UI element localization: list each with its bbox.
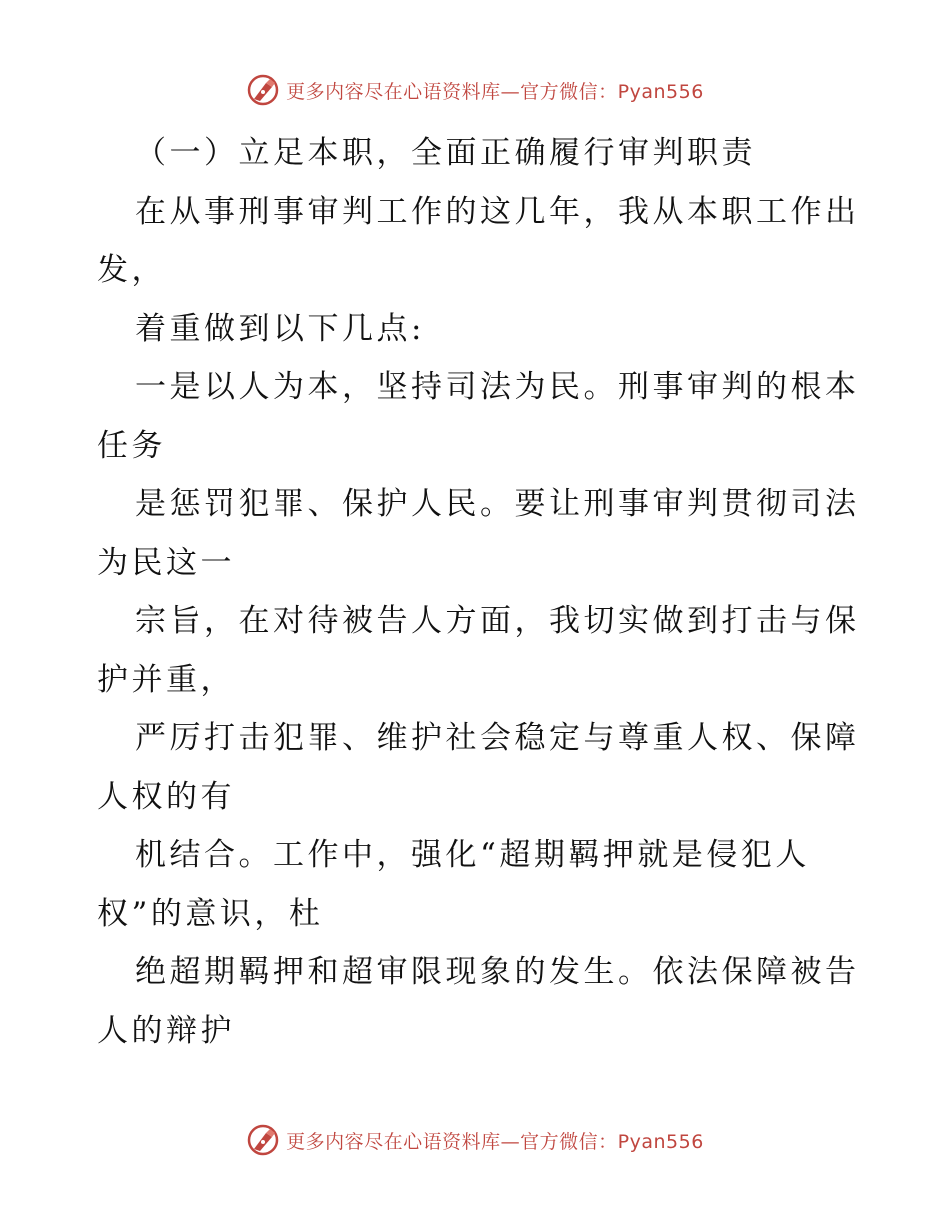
paragraph-line: 着重做到以下几点: — [135, 310, 425, 347]
paragraph-line: 护并重， — [97, 661, 235, 698]
paragraph-line: 人权的有 — [97, 778, 235, 815]
watermark-wechat-id: Pyan556 — [617, 1130, 704, 1153]
paragraph-line: 是惩罚犯罪、保护人民。要让刑事审判贯彻司法 — [135, 486, 860, 522]
paragraph-line: 宗旨，在对待被告人方面，我切实做到打击与保 — [135, 603, 860, 639]
footer-watermark — [0, 1120, 950, 1160]
document-body — [97, 124, 860, 1060]
header-watermark — [0, 70, 950, 110]
paragraph-line: 发， — [97, 252, 166, 288]
watermark-label: 更多内容尽在心语资料库—官方微信： — [286, 80, 618, 103]
watermark-wechat-id: Pyan556 — [617, 80, 704, 103]
paragraph-line: 在从事刑事审判工作的这几年，我从本职工作出 — [135, 193, 860, 230]
section-heading: （一）立足本职，全面正确履行审判职责 — [135, 135, 756, 171]
paragraph-line: 为民这一 — [97, 544, 235, 581]
paragraph-line: 严厉打击犯罪、维护社会稳定与尊重人权、保障 — [135, 720, 860, 756]
paragraph-line: 机结合。工作中，强化“超期羁押就是侵犯人 — [135, 837, 810, 873]
pen-nib-logo-icon — [246, 1123, 280, 1157]
paragraph-line: 人的辩护 — [97, 1012, 235, 1049]
paragraph-line: 一是以人为本，坚持司法为民。刑事审判的根本 — [135, 369, 860, 405]
watermark-text — [286, 1127, 704, 1154]
watermark-text — [286, 77, 704, 104]
paragraph-line: 绝超期羁押和超审限现象的发生。依法保障被告 — [135, 954, 860, 990]
paragraph-line: 权”的意识，杜 — [97, 895, 324, 932]
paragraph-line: 任务 — [97, 427, 166, 464]
watermark-label: 更多内容尽在心语资料库—官方微信： — [286, 1130, 618, 1153]
pen-nib-logo-icon — [246, 73, 280, 107]
